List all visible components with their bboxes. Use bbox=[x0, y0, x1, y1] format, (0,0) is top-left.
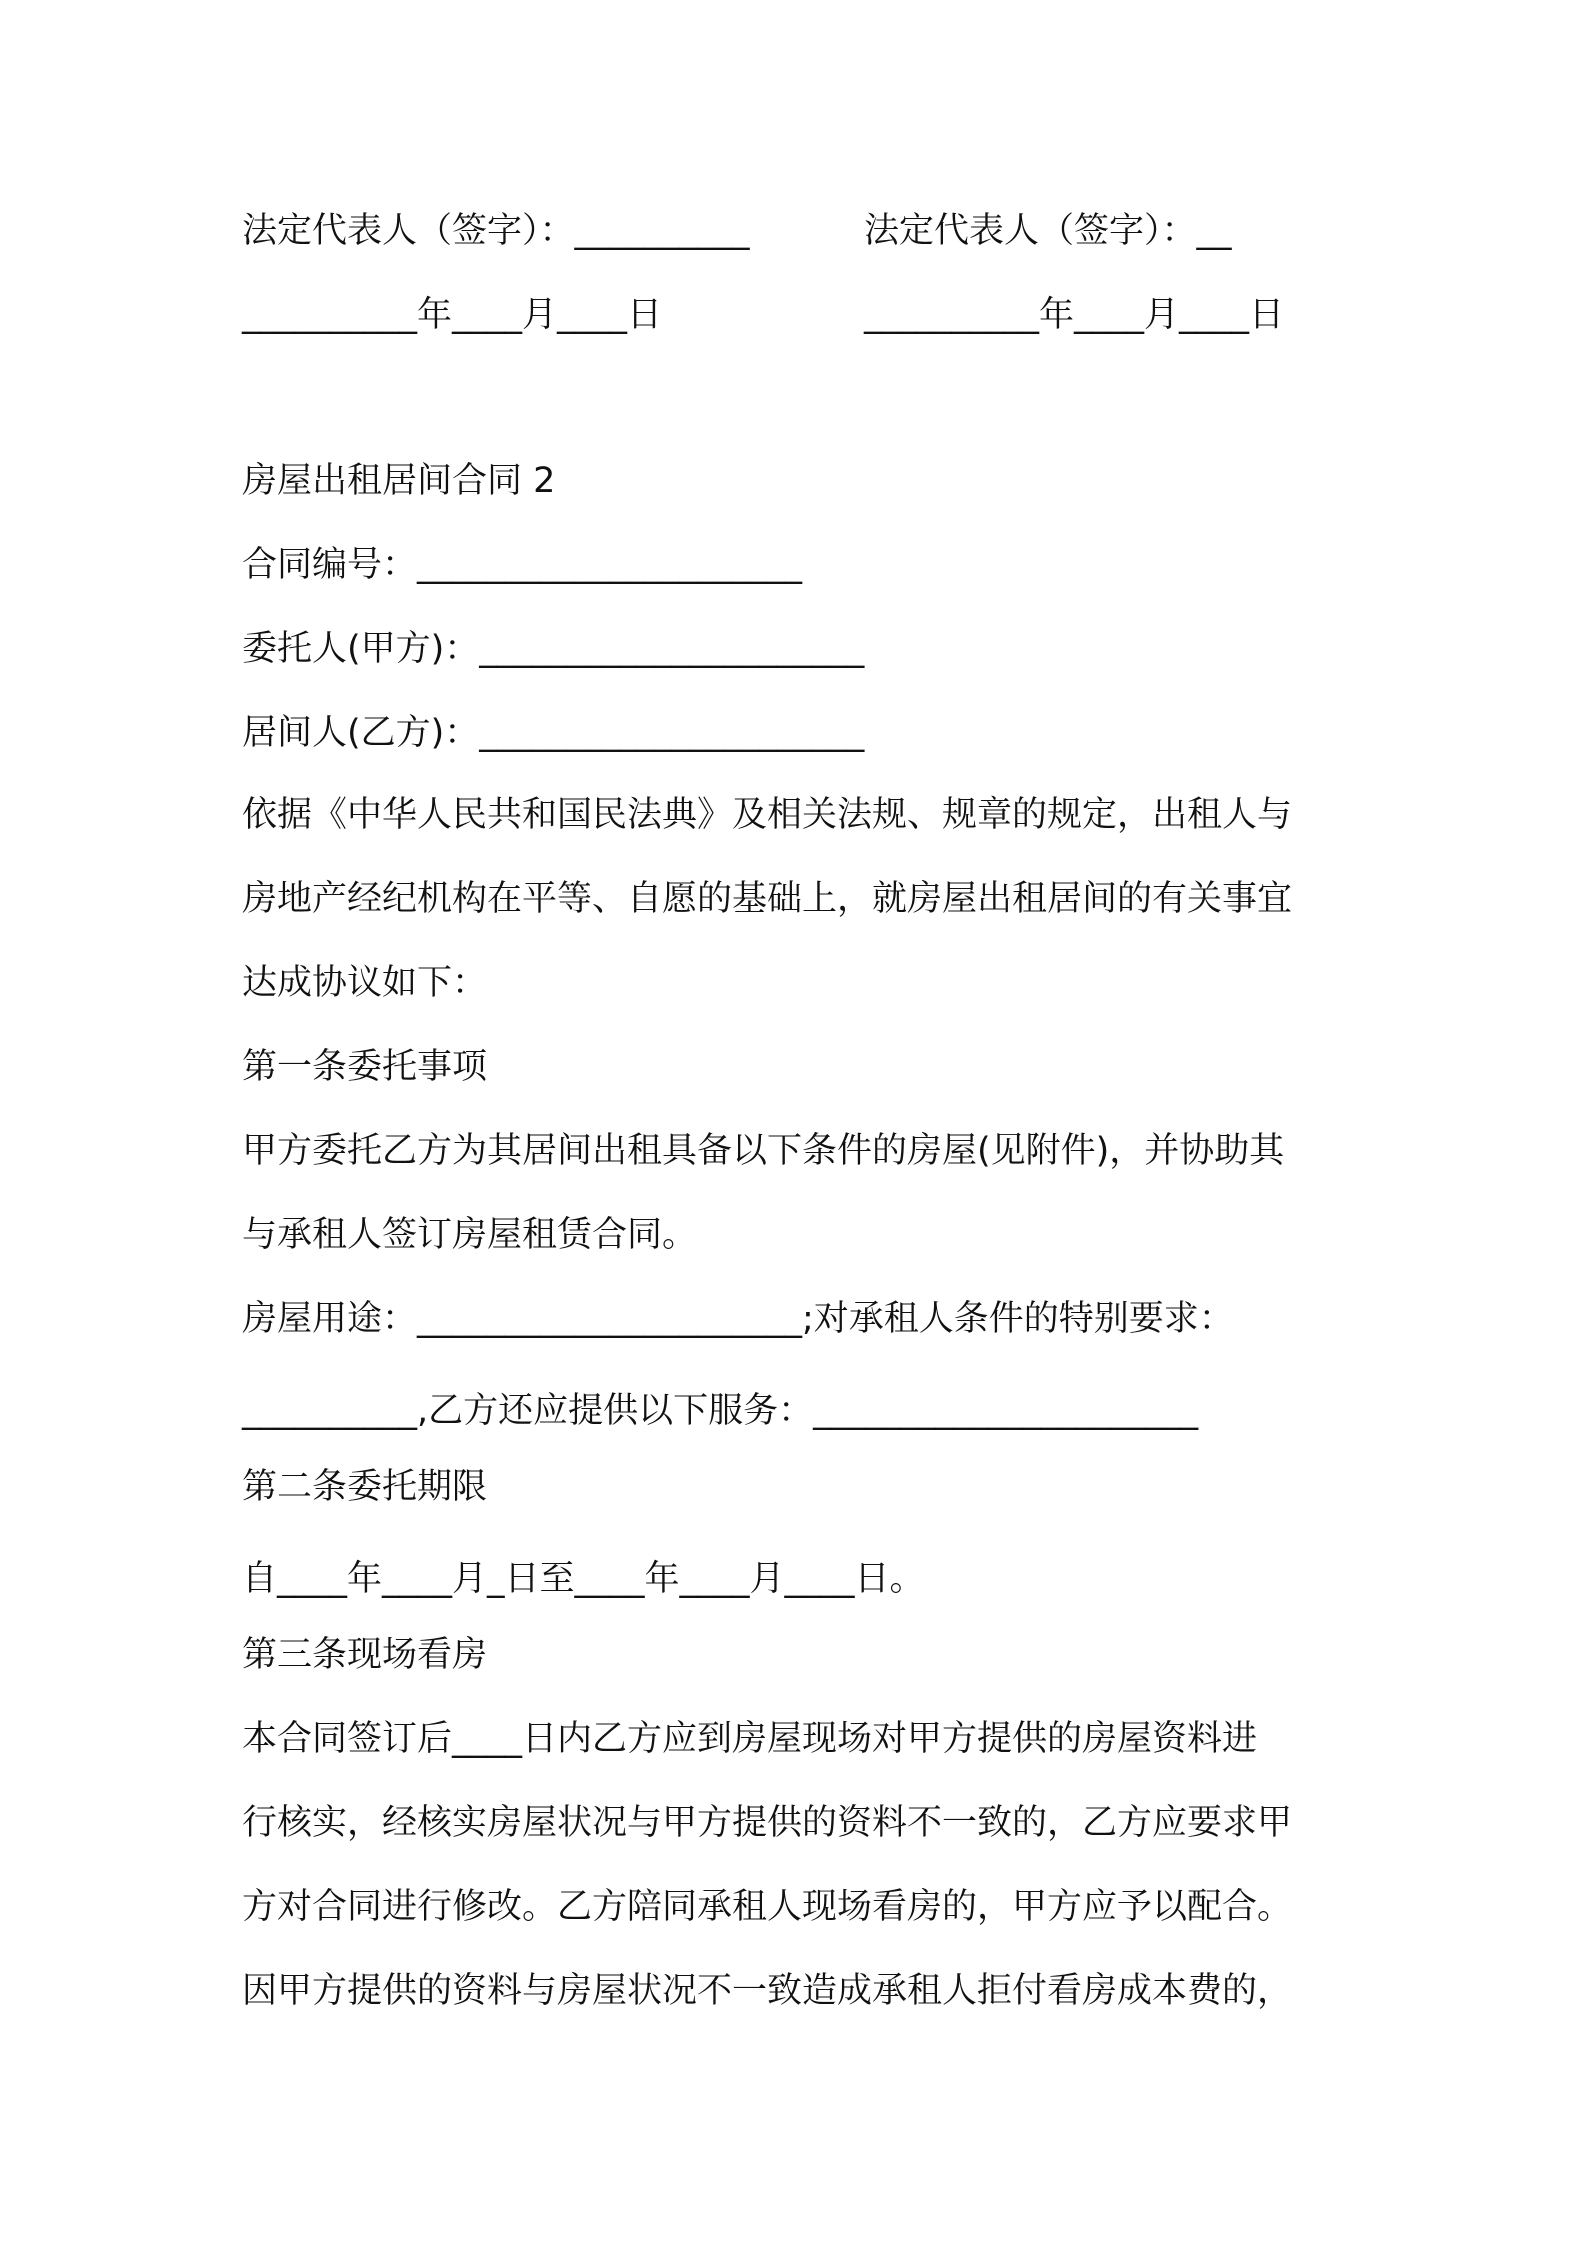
contract-number-line: 合同编号：______________________ bbox=[242, 545, 803, 585]
client-party-line: 委托人(甲方)：______________________ bbox=[242, 629, 865, 669]
preamble-line: 达成协议如下： bbox=[242, 963, 488, 1003]
preamble-line: 房地产经纪机构在平等、自愿的基础上，就房屋出租居间的有关事宜 bbox=[242, 879, 1293, 919]
right-signature-date: __________年____月____日 bbox=[864, 295, 1285, 335]
left-legal-rep-signature: 法定代表人（签字）：__________ bbox=[242, 211, 750, 251]
article2-body: 自____年____月_日至____年____月____日。 bbox=[242, 1559, 925, 1599]
article1-field-line: 房屋用途：______________________;对承租人条件的特别要求： bbox=[242, 1299, 1234, 1339]
agent-party-line: 居间人(乙方)：______________________ bbox=[242, 713, 865, 753]
article3-body-line: 行核实，经核实房屋状况与甲方提供的资料不一致的，乙方应要求甲 bbox=[242, 1803, 1293, 1843]
article1-title: 第一条委托事项 bbox=[242, 1047, 488, 1087]
preamble-line: 依据《中华人民共和国民法典》及相关法规、规章的规定，出租人与 bbox=[242, 795, 1293, 835]
article1-field-line: __________,乙方还应提供以下服务：______________________ bbox=[242, 1391, 1199, 1431]
article1-body-line: 与承租人签订房屋租赁合同。 bbox=[242, 1215, 698, 1255]
left-signature-date: __________年____月____日 bbox=[242, 295, 663, 335]
right-legal-rep-signature: 法定代表人（签字）：__ bbox=[864, 211, 1232, 251]
article1-body-line: 甲方委托乙方为其居间出租具备以下条件的房屋(见附件)，并协助其 bbox=[242, 1131, 1285, 1171]
article3-body-line: 本合同签订后____日内乙方应到房屋现场对甲方提供的房屋资料进 bbox=[242, 1719, 1258, 1759]
contract-title: 房屋出租居间合同 2 bbox=[242, 461, 556, 501]
article2-title: 第二条委托期限 bbox=[242, 1467, 488, 1507]
article3-body-line: 方对合同进行修改。乙方陪同承租人现场看房的，甲方应予以配合。 bbox=[242, 1887, 1293, 1927]
article3-title: 第三条现场看房 bbox=[242, 1635, 488, 1675]
article3-body-line: 因甲方提供的资料与房屋状况不一致造成承租人拒付看房成本费的， bbox=[242, 1971, 1293, 2011]
